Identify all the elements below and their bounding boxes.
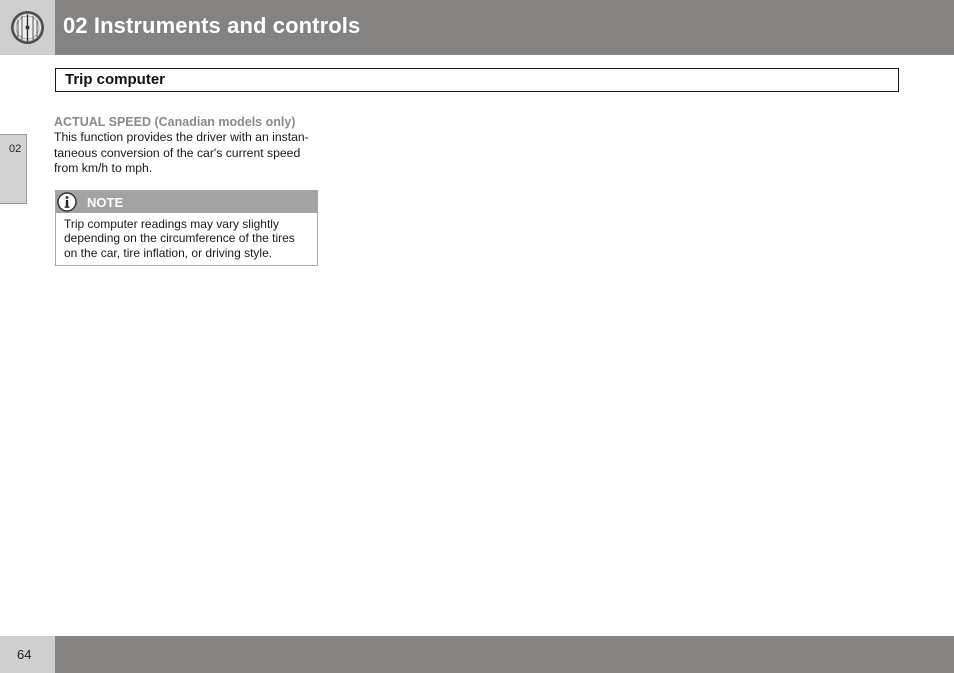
note-box (55, 190, 318, 266)
page-header (0, 0, 954, 55)
section-heading-box (55, 68, 899, 92)
page-footer (0, 636, 954, 673)
note-label: NOTE (87, 195, 124, 210)
info-icon (57, 192, 77, 212)
note-line: Trip computer readings may vary slightly (64, 217, 279, 231)
subheading: ACTUAL SPEED (Canadian models only) (54, 115, 296, 129)
chapter-tab-label: 02 (9, 143, 22, 155)
note-line: on the car, tire inflation, or driving style. (64, 245, 273, 260)
note-line: depending on the circumference of the tires (64, 231, 295, 246)
paragraph-line: This function provides the driver with an instan- (54, 130, 309, 144)
chapter-icon-box (0, 0, 55, 55)
page-title: 02 Instruments and controls (63, 13, 361, 38)
page-number: 64 (17, 647, 32, 662)
page-number-box (0, 636, 55, 673)
note-header (56, 191, 317, 213)
paragraph-line: taneous conversion of the car's current speed (54, 145, 301, 160)
note-text (64, 217, 314, 260)
section-title: Trip computer (65, 71, 166, 88)
paragraph-line: from km/h to mph. (54, 161, 153, 175)
gauge-icon (10, 10, 45, 45)
chapter-tab[interactable] (0, 134, 27, 204)
body-paragraph (54, 130, 318, 177)
